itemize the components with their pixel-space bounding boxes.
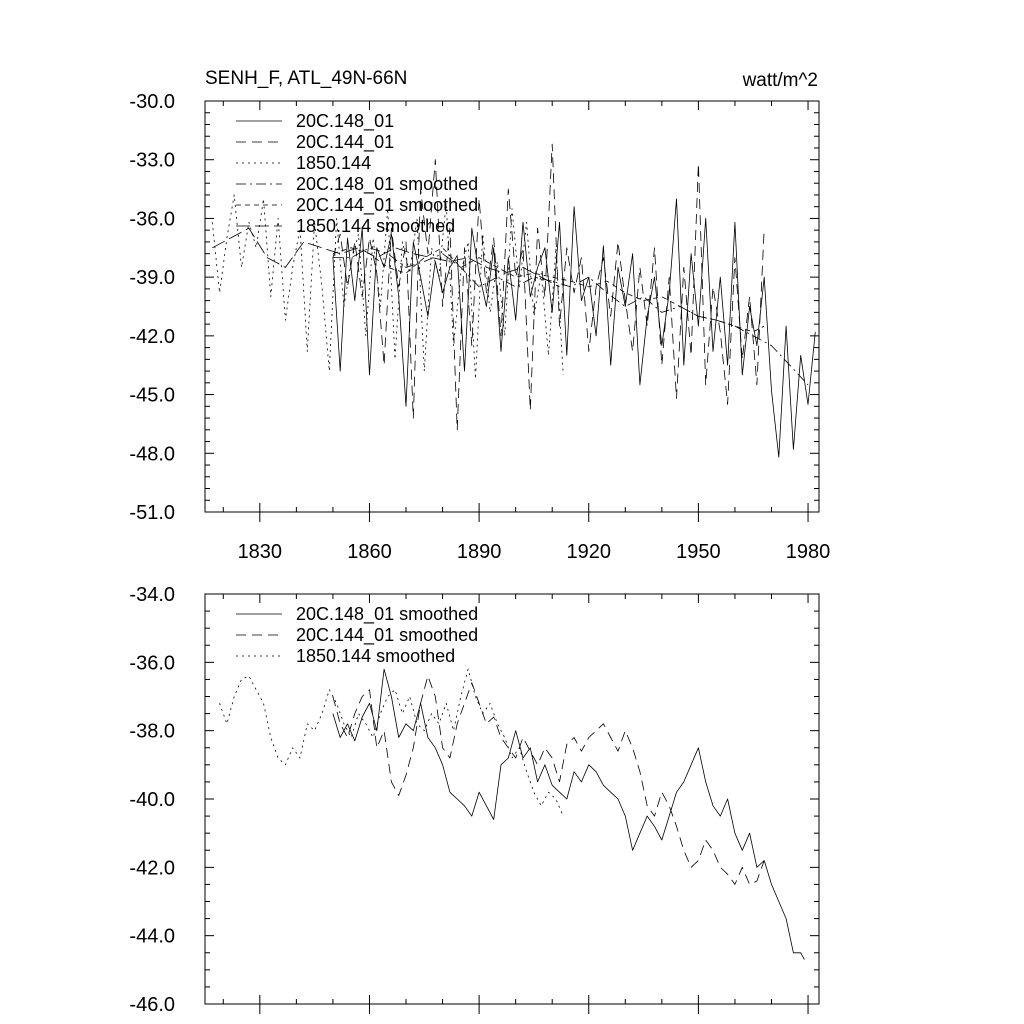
ytick-label: -39.0 bbox=[129, 267, 175, 290]
ytick-label: -46.0 bbox=[129, 994, 175, 1016]
legend-label: 20C.144_01 bbox=[296, 132, 395, 152]
xtick-label: 1980 bbox=[785, 541, 831, 563]
legend-label: 20C.148_01 bbox=[296, 111, 395, 131]
ytick-label: -42.0 bbox=[129, 325, 175, 348]
ytick-label: -45.0 bbox=[129, 384, 175, 407]
ytick-label: -51.0 bbox=[129, 502, 175, 524]
legend-label: 1850.144 smoothed bbox=[296, 216, 456, 236]
xtick-label: 1950 bbox=[676, 541, 721, 563]
bottom-panel bbox=[129, 584, 819, 1016]
legend-label: 20C.144_01 smoothed bbox=[296, 195, 479, 215]
legend-label: 1850.144 bbox=[296, 153, 372, 173]
ticks-bottom bbox=[129, 584, 819, 1016]
chart-title: SENH_F, ATL_49N-66N bbox=[205, 68, 408, 89]
legend-bottom bbox=[236, 604, 478, 666]
ytick-label: -40.0 bbox=[129, 789, 175, 811]
top-panel bbox=[129, 68, 830, 563]
legend-label: 20C.144_01 smoothed bbox=[296, 625, 479, 645]
xtick-label: 1920 bbox=[566, 541, 611, 563]
ytick-label: -38.0 bbox=[129, 720, 175, 743]
xtick-label: 1830 bbox=[237, 541, 283, 563]
units-label: watt/m^2 bbox=[742, 70, 818, 91]
xtick-label: 1890 bbox=[456, 541, 502, 563]
ytick-label: -48.0 bbox=[129, 443, 175, 466]
ticks-top bbox=[129, 91, 830, 563]
ytick-label: -33.0 bbox=[129, 149, 175, 172]
ytick-label: -30.0 bbox=[129, 91, 175, 113]
series-line-1 bbox=[333, 676, 764, 884]
series-bottom bbox=[220, 669, 805, 959]
legend-label: 1850.144 smoothed bbox=[296, 646, 456, 666]
ytick-label: -36.0 bbox=[129, 208, 175, 231]
series-line-0 bbox=[333, 199, 815, 457]
series-line-2 bbox=[220, 669, 564, 816]
ytick-label: -44.0 bbox=[129, 925, 175, 948]
legend-label: 20C.148_01 smoothed bbox=[296, 604, 479, 624]
legend-label: 20C.148_01 smoothed bbox=[296, 174, 479, 194]
ytick-label: -34.0 bbox=[129, 584, 175, 606]
series-line-0 bbox=[333, 669, 805, 959]
ytick-label: -42.0 bbox=[129, 857, 175, 880]
ytick-label: -36.0 bbox=[129, 652, 175, 675]
legend-top bbox=[236, 111, 478, 236]
xtick-label: 1860 bbox=[347, 541, 392, 563]
